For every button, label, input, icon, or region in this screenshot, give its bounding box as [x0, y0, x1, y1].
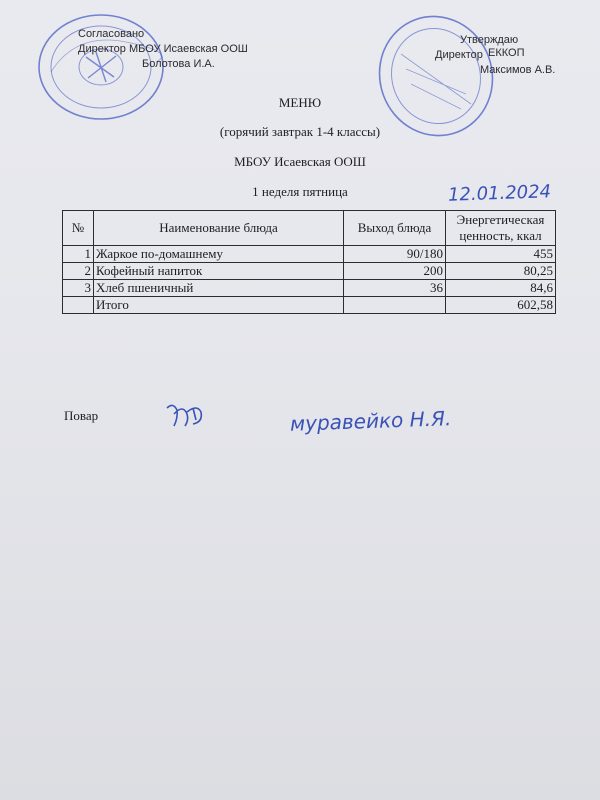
table-total-row	[63, 297, 556, 314]
page-title: МЕНЮ	[278, 95, 322, 110]
dish-energy: 80,25	[446, 263, 556, 280]
approval-left-position: Директор МБОУ Исаевская ООШ	[78, 43, 248, 55]
table-row	[63, 263, 556, 280]
approval-right-position-label: Директор	[435, 49, 483, 61]
dish-name: Жаркое по-домашнему	[94, 246, 344, 263]
approval-left-title: Согласовано	[78, 28, 145, 40]
week-day: 1 неделя пятница	[252, 184, 348, 199]
approval-right-title: Утверждаю	[460, 34, 519, 46]
col-energy-header-line2: ценность, ккал	[459, 228, 542, 243]
approval-left	[78, 27, 248, 72]
total-empty-cell	[63, 297, 94, 314]
approval-right	[435, 33, 555, 78]
table-row	[63, 280, 556, 297]
dish-name: Хлеб пшеничный	[94, 280, 344, 297]
row-num: 2	[63, 263, 94, 280]
handwritten-date: 12.01.2024	[447, 181, 552, 206]
dish-yield: 200	[344, 263, 446, 280]
col-num-header: №	[63, 211, 94, 246]
cook-handwritten-name: муравейко Н.Я.	[289, 406, 452, 436]
col-energy-header	[446, 211, 556, 246]
dish-energy: 455	[446, 246, 556, 263]
col-energy-header-line1: Энергетическая	[456, 212, 545, 227]
total-energy: 602,58	[446, 297, 556, 314]
cook-label: Повар	[64, 408, 99, 423]
approval-right-org: ЕККОП	[488, 47, 525, 59]
approval-right-person: Максимов А.В.	[480, 64, 556, 76]
table-row	[63, 246, 556, 263]
cook-signature	[163, 400, 209, 432]
row-num: 1	[63, 246, 94, 263]
col-name-header: Наименование блюда	[94, 211, 344, 246]
meal-subtitle: (горячий завтрак 1-4 классы)	[219, 124, 381, 139]
approval-left-person: Болотова И.А.	[142, 58, 215, 70]
dish-yield: 90/180	[344, 246, 446, 263]
total-empty-yield	[344, 297, 446, 314]
table-header-row	[63, 211, 556, 246]
school-name: МБОУ Исаевская ООШ	[234, 154, 366, 169]
approval-right-position	[435, 48, 555, 63]
col-yield-header: Выход блюда	[344, 211, 446, 246]
row-num: 3	[63, 280, 94, 297]
dish-energy: 84,6	[446, 280, 556, 297]
dish-yield: 36	[344, 280, 446, 297]
menu-table	[62, 210, 556, 314]
total-label: Итого	[94, 297, 344, 314]
dish-name: Кофейный напиток	[94, 263, 344, 280]
